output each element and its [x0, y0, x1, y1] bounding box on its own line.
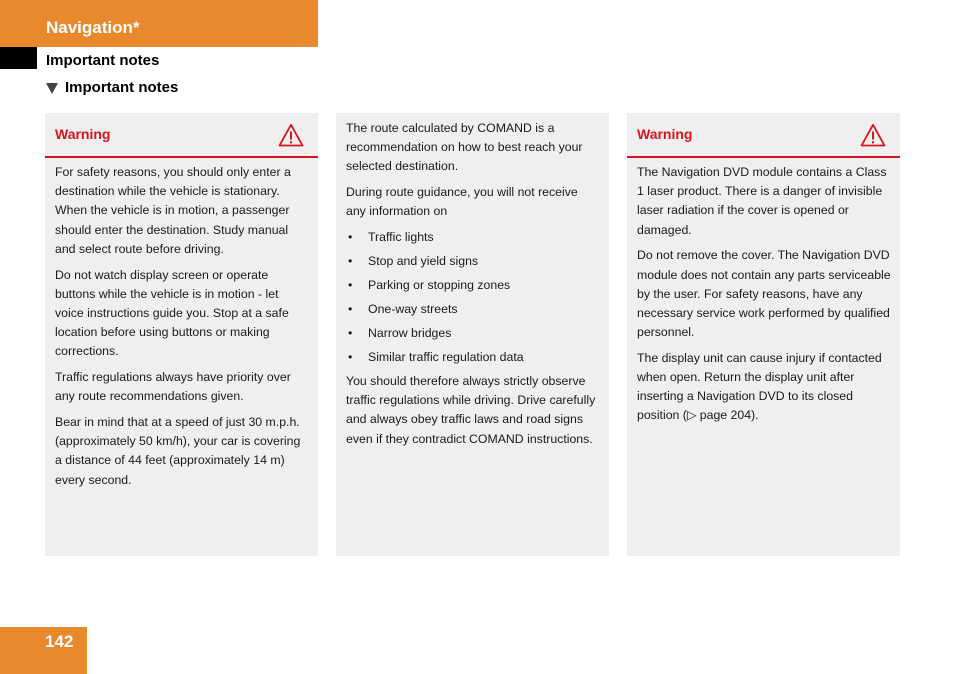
- page-number-box: [0, 627, 87, 674]
- warning-triangle-icon: [860, 123, 886, 147]
- thumb-tab-marker: [0, 47, 37, 69]
- page-number: 142: [45, 632, 74, 651]
- warning-header: [45, 113, 318, 158]
- warning-label: Warning: [637, 125, 693, 142]
- paragraph: You should therefore always strictly observe traffic regulations while driving. Drive carefully and always obey traffic laws and road signs even if they contradict COMAND instructions.: [346, 374, 596, 446]
- paragraph: The route calculated by COMAND is a recommendation on how to best reach your selected destination.: [346, 121, 583, 174]
- warning-label: Warning: [55, 125, 111, 142]
- list-item: • Stop and yield signs: [346, 252, 600, 271]
- paragraph: The display unit can cause injury if contacted when open. Return the display unit after inserting a Navigation DVD to its closed position (▷ page 204).: [637, 350, 882, 423]
- list-item: • Similar traffic regulation data: [346, 348, 600, 367]
- section-title: Navigation*: [46, 18, 140, 37]
- topic-title-text: Important notes: [65, 79, 179, 96]
- paragraph: Traffic regulations always have priority over any route recommendations given.: [55, 370, 291, 404]
- subsection-title: Important notes: [46, 52, 160, 69]
- warning-body: [45, 158, 318, 490]
- warning-header: [627, 113, 900, 158]
- warning-triangle-icon: [278, 123, 304, 147]
- list-item: • Parking or stopping zones: [346, 276, 600, 295]
- paragraph: Bear in mind that at a speed of just 30 m.p.h. (approximately 50 km/h), your car is covering a distance of 44 feet (approximately 14 m) every second.: [55, 414, 301, 487]
- paragraph: Do not remove the cover. The Navigation DVD module does not contain any parts serviceable by the user. For safety reasons, have any necessary service work performed by qualified personnel.: [637, 248, 891, 340]
- paragraph: For safety reasons, you should only enter a destination while the vehicle is stationary. When the vehicle is in motion, a passenger should enter the destination. Study manual and select route before driving.: [55, 165, 291, 256]
- list-item: • Narrow bridges: [346, 324, 600, 343]
- warning-box-safety: [45, 113, 318, 556]
- triangle-down-icon: [46, 83, 58, 94]
- bullet-list: [346, 228, 600, 367]
- warning-body: [627, 158, 900, 426]
- list-item: • One-way streets: [346, 300, 600, 319]
- paragraph: Do not watch display screen or operate buttons while the vehicle is in motion - let voice instructions guide you. Stop at a safe location before using buttons or making corrections.: [55, 267, 289, 359]
- paragraph: During route guidance, you will not receive any information on: [346, 185, 578, 219]
- warning-box-dvd: [627, 113, 900, 556]
- topic-title: [46, 79, 178, 96]
- route-guidance-notes-box: [336, 113, 609, 556]
- paragraph: The Navigation DVD module contains a Class 1 laser product. There is a danger of invisible laser radiation if the cover is opened or damaged.: [637, 165, 887, 237]
- list-item: • Traffic lights: [346, 228, 600, 247]
